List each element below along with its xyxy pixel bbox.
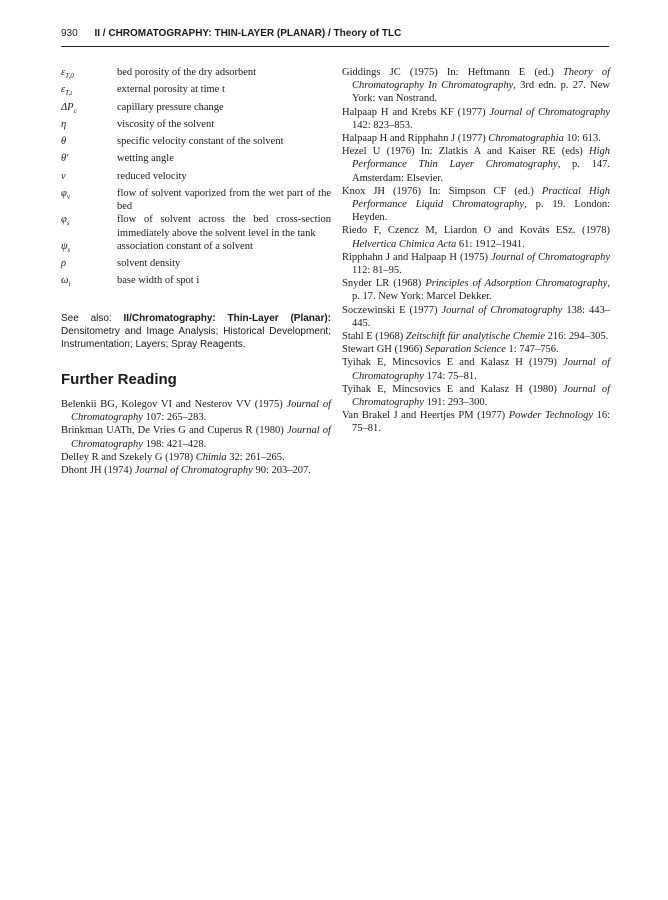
symbol-glyph: ΔP	[61, 101, 74, 113]
reference-source: Journal of Chromatography	[352, 383, 610, 409]
symbol-description: reduced velocity	[117, 170, 187, 182]
reference-source: Practical High Performance Liquid Chromatography	[352, 185, 610, 211]
reference-text: , p. 147. Amsterdam: Elsevier.	[352, 159, 610, 184]
symbol-description: base width of spot i	[117, 275, 200, 287]
symbol-row	[61, 66, 331, 83]
symbol	[61, 135, 117, 152]
see-also-label: See also:	[61, 312, 112, 324]
reference-source: Journal of Chromatography	[134, 465, 253, 476]
reference-text: 198: 421–428.	[142, 438, 207, 450]
reference-text: Knox JH (1976) In: Simpson CF (ed.)	[342, 185, 542, 197]
symbol-row	[61, 135, 331, 152]
running-header	[61, 28, 609, 39]
reference-entry	[342, 251, 610, 277]
reference-source: Helvertica Chimica Acta	[352, 238, 457, 250]
symbol	[61, 83, 117, 100]
reference-text: 32: 261–265.	[226, 451, 285, 463]
reference-text: Brinkman UATh, De Vries G and Cuperus R (1980)	[61, 425, 287, 437]
reference-entry	[342, 383, 610, 409]
reference-source: Chimia	[195, 451, 227, 463]
reference-text: Riedo F, Czencz M, Liardon O and Kováts ESz. (1978)	[342, 225, 610, 237]
reference-entry	[342, 277, 610, 303]
see-also-refs[interactable]: Densitometry and Image Analysis; Historical Development; Instrumentation; Layers; Spray Reagents.	[61, 325, 331, 350]
reference-entry	[342, 356, 610, 382]
reference-text: 10: 613.	[563, 133, 601, 145]
reference-text: 16: 75–81.	[352, 410, 610, 435]
symbol-description: solvent density	[117, 258, 181, 270]
reference-text: , 3rd edn. p. 27. New York: van Nostrand.	[352, 80, 611, 105]
reference-text: Halpaap H and Ripphahn J (1977)	[342, 133, 489, 145]
reference-entry	[342, 224, 610, 250]
symbol-description: capillary pressure change	[117, 101, 224, 113]
reference-text: Ripphahn J and Halpaap H (1975)	[342, 251, 492, 263]
reference-text: Delley R and Szekely G (1978)	[61, 451, 196, 463]
symbol-row	[61, 101, 331, 118]
reference-text: 107: 265–283.	[142, 412, 207, 424]
see-also-bold-ref[interactable]: II/Chromatography: Thin-Layer (Planar):	[123, 312, 332, 324]
reference-source: Zeitschift für analytische Chemie	[405, 331, 545, 343]
symbol	[61, 187, 117, 213]
reference-source: Journal of Chromatography	[352, 357, 610, 382]
reference-source: Journal of Chromatography	[71, 398, 331, 424]
reference-list-right	[342, 66, 610, 436]
reference-text: 138: 443–445.	[352, 304, 610, 329]
symbol-row	[61, 170, 331, 187]
symbol-subscript: v	[66, 193, 70, 202]
reference-entry	[61, 451, 331, 464]
symbol-description: flow of solvent across the bed cross-section immediately above the solvent level in the tank	[117, 214, 331, 239]
symbol-description: viscosity of the solvent	[117, 118, 215, 130]
reference-text: Giddings JC (1975) In: Heftmann E (ed.)	[342, 67, 563, 78]
reference-text: , p. 19. London: Heyden.	[352, 199, 610, 224]
symbol	[61, 274, 117, 291]
reference-entry	[61, 398, 331, 424]
symbol	[61, 118, 117, 135]
reference-text: Halpaap H and Krebs KF (1977)	[342, 106, 490, 118]
reference-text: Stahl E (1968)	[342, 331, 406, 343]
symbol-row	[61, 274, 331, 291]
see-also	[61, 312, 331, 351]
reference-source: Journal of Chromatography	[491, 251, 611, 263]
reference-text: 142: 823–853.	[352, 119, 413, 131]
reference-entry	[61, 464, 331, 477]
reference-list-left	[61, 398, 331, 477]
reference-entry	[342, 185, 610, 225]
symbol-glyph: ρ	[61, 258, 67, 270]
reference-text: Tyihak E, Mincsovics E and Kalasz H (1980)	[342, 383, 564, 395]
symbol-row	[61, 257, 331, 274]
reference-text: Belenkii BG, Kolegov VI and Nesterov VV (1975)	[61, 398, 287, 410]
reference-entry	[342, 145, 610, 185]
symbol-row	[61, 118, 331, 135]
reference-text: 216: 294–305.	[544, 331, 609, 343]
reference-entry	[342, 132, 610, 145]
reference-source: High Performance Thin Layer Chromatography	[352, 146, 610, 171]
symbol-description: external porosity at time t	[117, 84, 225, 96]
symbol-glyph: η	[61, 118, 67, 130]
symbol-glyph: θ	[61, 136, 67, 148]
symbol-row	[61, 240, 331, 257]
symbol-row	[61, 213, 331, 239]
reference-text: 174: 75–81.	[423, 370, 477, 382]
symbol	[61, 152, 117, 169]
reference-entry	[342, 330, 610, 343]
symbol-row	[61, 83, 331, 100]
symbol-description: flow of solvent vaporized from the wet part of the bed	[117, 188, 331, 213]
reference-entry	[342, 106, 610, 132]
symbol	[61, 101, 117, 118]
symbol-subscript: T,t	[65, 89, 73, 98]
symbol-row	[61, 152, 331, 169]
symbol-glyph: ε	[61, 67, 66, 78]
right-column	[342, 66, 610, 436]
symbol-subscript: T,0	[65, 72, 74, 81]
symbol	[61, 66, 117, 83]
reference-source: Theory of Chromatography In Chromatography	[352, 67, 610, 92]
reference-source: Journal of Chromatography	[441, 304, 563, 316]
symbol-glyph: φ	[61, 214, 67, 226]
reference-text: Tyihak E, Mincsovics E and Kalasz H (1979)	[342, 357, 564, 369]
reference-text: Van Brakel J and Heertjes PM (1977)	[342, 410, 509, 422]
reference-text: Hezel U (1976) In: Zlatkis A and Kaiser RE (eds)	[342, 146, 589, 158]
reference-text: 90: 203–207.	[252, 465, 311, 476]
symbol	[61, 257, 117, 274]
reference-entry	[342, 409, 610, 435]
reference-text: 1: 747–756.	[505, 344, 559, 356]
reference-entry	[342, 343, 610, 356]
reference-entry	[342, 66, 610, 106]
reference-text: Snyder LR (1968)	[342, 278, 426, 290]
reference-text: Soczewinski E (1977)	[342, 304, 442, 316]
reference-text: 112: 81–95.	[352, 265, 402, 277]
reference-text: Dhont JH (1974)	[61, 465, 135, 476]
symbol	[61, 240, 117, 257]
reference-source: Powder Technology	[508, 410, 593, 422]
symbol	[61, 170, 117, 187]
reference-entry	[342, 304, 610, 330]
left-column	[61, 66, 331, 477]
symbol-glyph: ν	[61, 170, 66, 182]
page-number: 930	[61, 28, 78, 39]
symbol-glyph: φ	[61, 188, 67, 200]
symbol-subscript: s	[67, 245, 71, 254]
reference-source: Separation Science	[425, 344, 506, 356]
reference-entry	[61, 424, 331, 450]
symbol	[61, 213, 117, 239]
symbol-description: specific velocity constant of the solvent	[117, 136, 284, 148]
symbol-subscript: i	[68, 280, 71, 289]
reference-text: 61: 1912–1941.	[456, 238, 525, 250]
symbol-list	[61, 66, 331, 292]
reference-source: Chromatographia	[488, 133, 564, 145]
symbol-subscript: s	[66, 219, 70, 228]
header-rule	[61, 46, 609, 47]
reference-text: Stewart GH (1966)	[342, 344, 426, 356]
reference-source: Journal of Chromatography	[71, 425, 331, 450]
reference-source: Journal of Chromatography	[489, 106, 610, 118]
symbol-glyph: ψ	[61, 240, 68, 252]
symbol-description: association constant of a solvent	[117, 240, 253, 252]
reference-text: , p. 17. New York: Marcel Dekker.	[352, 278, 610, 303]
symbol-row	[61, 187, 331, 213]
running-title: II / CHROMATOGRAPHY: THIN-LAYER (PLANAR) / Theory of TLC	[94, 28, 402, 39]
symbol-glyph: ω	[61, 275, 69, 287]
further-reading-heading: Further Reading	[61, 370, 177, 388]
reference-text: 191: 293–300.	[423, 397, 488, 409]
symbol-description: wetting angle	[117, 153, 174, 165]
symbol-glyph: θ′	[61, 153, 69, 165]
symbol-description: bed porosity of the dry adsorbent	[117, 67, 257, 78]
reference-source: Principles of Adsorption Chromatography	[425, 278, 608, 290]
symbol-glyph: ε	[61, 84, 66, 96]
symbol-subscript: c	[73, 106, 77, 115]
